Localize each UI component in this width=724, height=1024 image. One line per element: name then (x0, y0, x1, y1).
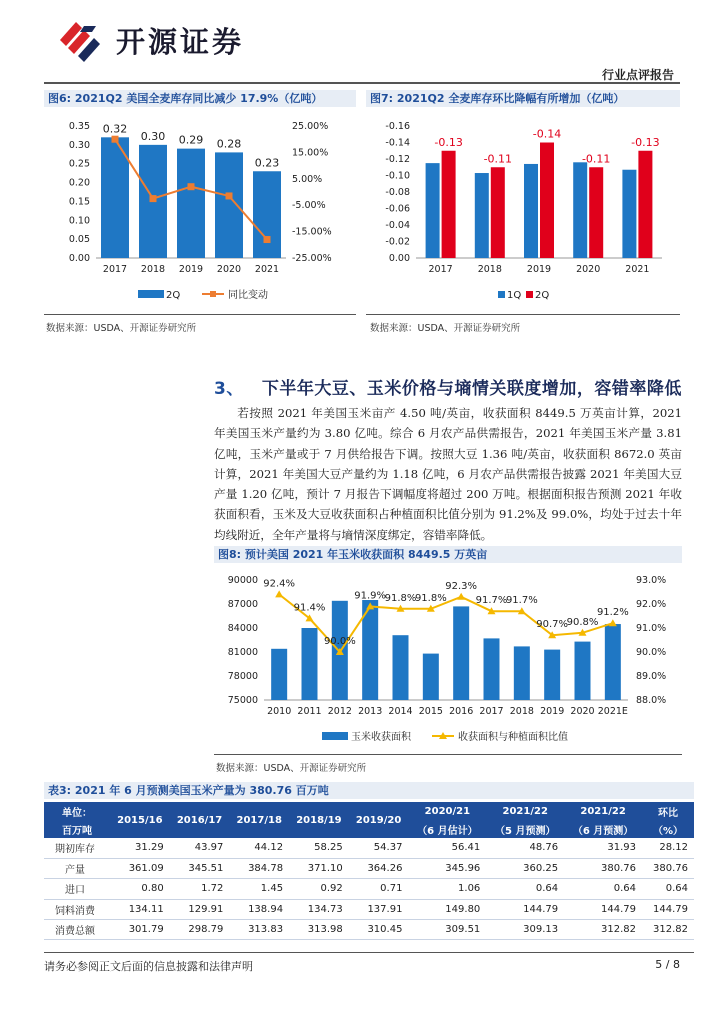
page-number: 5 / 8 (655, 958, 680, 971)
row-label: 产量 (44, 858, 110, 878)
bar (271, 649, 287, 700)
x-tick-label: 2019 (526, 264, 552, 275)
line-point (264, 236, 271, 243)
y-tick-label: 78000 (227, 671, 258, 682)
table-cell: 0.64 (564, 879, 642, 899)
x-tick-label: 2020 (576, 264, 601, 275)
table-row (44, 879, 694, 899)
table-cell: 361.09 (110, 858, 170, 878)
header-unit: 单位： (44, 802, 110, 820)
figure-6-title: 图6: 2021Q2 美国全麦库存同比减少 17.9%（亿吨） (44, 90, 356, 107)
y-tick-label: 0.00 (68, 253, 90, 264)
bar (544, 650, 560, 700)
x-tick-label: 2018 (140, 264, 166, 275)
header-col: 2020/21 (408, 802, 486, 820)
table-row (44, 858, 694, 878)
data-label: -0.13 (434, 135, 463, 149)
y2-tick-label: -25.00% (292, 253, 332, 264)
y2-tick-label: 25.00% (292, 121, 329, 132)
table-cell: 0.71 (349, 879, 409, 899)
bar-2q (540, 143, 554, 259)
y-tick-label: -0.10 (385, 170, 410, 182)
y-tick-label: 0.10 (68, 215, 90, 227)
legend-label: 同比变动 (228, 290, 268, 301)
section-paragraph: 若按照 2021 年美国玉米亩产 4.50 吨/英亩，收获面积 8449.5 万英亩计算，2021 年美国玉米产量约为 3.80 亿吨。综合 6 月农产品供需报告，2021 年美国玉米产量 3.81 亿吨，玉米产量或于 7 月供给报告下调。按照大豆 1.36 吨/英亩，收获面积 8672.0 英亩计算，2021 年美国大豆产量约为 1.18 亿吨，6 月农产品供需报告披露 2021 年美国大豆产量 1.20 亿吨，预计 7 月报告下调幅度将超过 200 万吨。根据面积报告预测 2021 年收获面积看，玉米及大豆收获面积占种植面积比值分别为 91.2%及 99.0%，均处于过去十年均线附近，全年产量将与墒情深度绑定，容错率降低。 (214, 406, 682, 542)
table-3 (44, 802, 694, 940)
figure-7-source: 数据来源：USDA、开源证券研究所 (370, 323, 521, 334)
data-label: 91.4% (293, 602, 326, 614)
table-cell: 360.25 (486, 858, 564, 878)
header-col: 2021/22 (486, 802, 564, 820)
bar (484, 638, 500, 700)
document-type: 行业点评报告 (601, 68, 674, 82)
table-cell: 56.41 (408, 838, 486, 858)
x-tick-label: 2010 (267, 706, 292, 717)
x-tick-label: 2019 (540, 706, 565, 717)
table-cell: 44.12 (229, 838, 289, 858)
footer-disclaimer: 请务必参阅正文后面的信息披露和法律声明 (44, 960, 253, 973)
figure-7-title: 图7: 2021Q2 全麦库存环比降幅有所增加（亿吨） (366, 90, 680, 107)
table-cell: 28.12 (642, 838, 694, 858)
x-tick-label: 2017 (102, 264, 128, 275)
x-tick-label: 2020 (216, 264, 242, 275)
table-cell: 313.98 (289, 920, 349, 940)
x-tick-label: 2017 (428, 264, 453, 275)
y2-tick-label: 88.0% (636, 695, 667, 706)
data-label: 91.8% (414, 592, 447, 604)
y-tick-label: -0.06 (385, 203, 410, 215)
footer-divider (44, 952, 694, 953)
table-cell: 43.97 (170, 838, 230, 858)
bar-2q (491, 167, 505, 258)
table-cell: 364.26 (349, 858, 409, 878)
data-label: 0.29 (178, 133, 204, 147)
row-label: 饲料消费 (44, 899, 110, 919)
legend-label: 1Q (507, 290, 522, 301)
row-label: 消费总额 (44, 920, 110, 940)
header-col: 2019/20 (349, 802, 409, 838)
legend-swatch-1q (498, 291, 505, 298)
legend-swatch-bar (138, 290, 164, 298)
table-cell: 345.96 (408, 858, 486, 878)
data-label: 0.28 (216, 137, 242, 151)
line-point (457, 593, 465, 600)
y2-tick-label: 92.0% (636, 599, 667, 610)
table-cell: 1.45 (229, 879, 289, 899)
data-label: -0.11 (483, 152, 513, 166)
data-label: 92.3% (445, 580, 478, 592)
data-label: 90.7% (536, 619, 569, 631)
table-cell: 301.79 (110, 920, 170, 940)
y2-tick-label: 5.00% (292, 173, 323, 185)
y2-tick-label: 15.00% (292, 147, 329, 159)
y-tick-label: 0.35 (68, 121, 90, 132)
table-row (44, 838, 694, 858)
bar (302, 628, 318, 700)
bar-2q (589, 167, 603, 258)
figure-6-source-rule (44, 314, 356, 315)
header-sub: （6 月预测） (564, 820, 642, 838)
y2-tick-label: -15.00% (292, 226, 332, 238)
table-cell: 0.64 (486, 879, 564, 899)
table-cell: 371.10 (289, 858, 349, 878)
x-tick-label: 2017 (479, 706, 504, 717)
x-tick-label: 2016 (449, 706, 474, 717)
y-tick-label: 0.30 (68, 139, 90, 151)
table-cell: 0.64 (642, 879, 694, 899)
data-label: 91.7% (475, 595, 508, 607)
table-cell: 312.82 (642, 920, 694, 940)
header-unit: 百万吨 (44, 820, 110, 838)
table-cell: 134.11 (110, 899, 170, 919)
table-cell: 1.72 (170, 879, 230, 899)
table-cell: 31.93 (564, 838, 642, 858)
bar-1q (573, 162, 587, 258)
line-point (226, 192, 233, 199)
table-cell: 138.94 (229, 899, 289, 919)
y-tick-label: -0.04 (385, 220, 410, 231)
data-label: -0.14 (532, 127, 562, 141)
table-cell: 129.91 (170, 899, 230, 919)
row-label: 进口 (44, 879, 110, 899)
data-label: 91.7% (505, 595, 538, 607)
table-header-row-1 (44, 802, 694, 820)
y-tick-label: 0.00 (388, 253, 410, 264)
table-3-title: 表3: 2021 年 6 月预测美国玉米产量为 380.76 百万吨 (44, 782, 694, 799)
figure-8-chart (214, 566, 684, 752)
legend-label: 玉米收获面积 (351, 732, 411, 743)
y-tick-label: 0.20 (68, 177, 90, 189)
line-point (275, 590, 283, 597)
figure-8-source-rule (214, 754, 682, 755)
header-divider (44, 82, 680, 84)
table-cell: 0.92 (289, 879, 349, 899)
y2-tick-label: -5.00% (292, 200, 326, 212)
bar-2q (442, 151, 456, 258)
table-row (44, 899, 694, 919)
bar-1q (524, 164, 538, 258)
x-tick-label: 2014 (388, 706, 413, 717)
line-point (150, 195, 157, 202)
table-cell: 0.80 (110, 879, 170, 899)
line-point (112, 136, 119, 143)
data-label: 90.0% (323, 636, 356, 647)
y2-tick-label: 93.0% (636, 575, 667, 586)
table-cell: 298.79 (170, 920, 230, 940)
table-cell: 384.78 (229, 858, 289, 878)
table-cell: 380.76 (642, 858, 694, 878)
bar (253, 171, 281, 258)
legend-swatch-bar (322, 732, 348, 740)
x-tick-label: 2021 (254, 264, 280, 275)
bar (575, 642, 591, 700)
y-tick-label: 81000 (227, 647, 258, 658)
y-tick-label: 75000 (227, 695, 258, 706)
table-cell: 54.37 (349, 838, 409, 858)
header-col: 环比 (642, 802, 694, 820)
y-tick-label: 0.25 (68, 158, 90, 170)
section-heading (214, 374, 682, 399)
x-tick-label: 2019 (178, 264, 204, 275)
table-row (44, 920, 694, 940)
header-col: 2018/19 (289, 802, 349, 838)
table-cell: 144.79 (642, 899, 694, 919)
x-tick-label: 2021E (597, 706, 628, 717)
header-col: 2017/18 (229, 802, 289, 838)
x-tick-label: 2015 (418, 706, 443, 717)
row-label: 期初库存 (44, 838, 110, 858)
figure-8-title: 图8: 预计美国 2021 年玉米收获面积 8449.5 万英亩 (214, 546, 682, 563)
header-sub: （%） (642, 820, 694, 838)
brand-name: 开源证券 (116, 24, 245, 59)
table-cell: 310.45 (349, 920, 409, 940)
x-tick-label: 2018 (477, 264, 502, 275)
x-tick-label: 2013 (358, 706, 383, 717)
header-sub: （5 月预测） (486, 820, 564, 838)
y-tick-label: -0.08 (385, 187, 410, 198)
bar-1q (622, 170, 636, 258)
y-tick-label: -0.16 (385, 121, 410, 132)
bar-1q (426, 163, 440, 258)
y-tick-label: -0.02 (385, 236, 410, 248)
y2-tick-label: 91.0% (636, 623, 667, 634)
figure-8-source: 数据来源：USDA、开源证券研究所 (216, 763, 367, 774)
bar (514, 646, 530, 700)
table-cell: 137.91 (349, 899, 409, 919)
data-label: -0.11 (581, 152, 611, 166)
x-tick-label: 2011 (297, 706, 322, 717)
data-label: 0.32 (102, 122, 128, 136)
y2-tick-label: 90.0% (636, 647, 667, 658)
brand-mark-icon (56, 18, 108, 62)
bar (177, 149, 205, 258)
y-tick-label: -0.12 (385, 154, 410, 165)
legend-swatch-2q (526, 291, 533, 298)
table-cell: 31.29 (110, 838, 170, 858)
y-tick-label: 84000 (227, 623, 258, 634)
line-point (188, 183, 195, 190)
bar (423, 654, 439, 700)
data-label: 91.8% (384, 592, 417, 604)
table-cell: 1.06 (408, 879, 486, 899)
data-label: -0.13 (631, 135, 660, 149)
data-label: 0.23 (254, 156, 280, 170)
x-tick-label: 2018 (509, 706, 534, 717)
section-number: 3、 (214, 379, 244, 399)
header-col: 2015/16 (110, 802, 170, 838)
legend-label: 收获面积与种植面积比值 (458, 732, 568, 743)
bar-1q (475, 173, 489, 258)
table-cell: 309.51 (408, 920, 486, 940)
figure-7-source-rule (366, 314, 680, 315)
table-cell: 144.79 (486, 899, 564, 919)
line-point (609, 619, 617, 626)
data-label: 91.2% (596, 607, 629, 619)
legend-label: 2Q (166, 290, 181, 301)
y-tick-label: -0.14 (385, 137, 410, 149)
table-cell: 380.76 (564, 858, 642, 878)
brand-logo (56, 18, 244, 62)
table-cell: 313.83 (229, 920, 289, 940)
bar (453, 606, 469, 700)
table-cell: 134.73 (289, 899, 349, 919)
bar (605, 624, 621, 700)
x-tick-label: 2012 (327, 706, 352, 717)
section-title-text: 下半年大豆、玉米价格与墒情关联度增加，容错率降低 (261, 379, 682, 399)
data-label: 91.9% (354, 590, 387, 602)
table-cell: 144.79 (564, 899, 642, 919)
y-tick-label: 87000 (227, 599, 258, 610)
data-label: 90.8% (566, 616, 599, 628)
header-col: 2021/22 (564, 802, 642, 820)
y-tick-label: 90000 (227, 575, 258, 586)
figure-6-source: 数据来源：USDA、开源证券研究所 (46, 323, 197, 334)
table-cell: 48.76 (486, 838, 564, 858)
table-cell: 309.13 (486, 920, 564, 940)
y-tick-label: 0.15 (68, 196, 90, 208)
bar (393, 635, 409, 700)
table-cell: 345.51 (170, 858, 230, 878)
figure-7-chart (366, 112, 682, 308)
y-tick-label: 0.05 (68, 234, 90, 246)
y2-tick-label: 89.0% (636, 671, 667, 682)
bar (215, 152, 243, 258)
table-cell: 58.25 (289, 838, 349, 858)
figure-6-chart (44, 112, 360, 308)
header-col: 2016/17 (170, 802, 230, 838)
data-label: 0.30 (140, 129, 166, 143)
x-tick-label: 2020 (570, 706, 595, 717)
table-cell: 149.80 (408, 899, 486, 919)
data-label: 92.4% (263, 578, 296, 590)
legend-swatch-marker (210, 291, 216, 297)
bar-2q (638, 151, 652, 258)
legend-label: 2Q (535, 290, 550, 301)
header-sub: （6 月估计） (408, 820, 486, 838)
x-tick-label: 2021 (625, 264, 650, 275)
table-cell: 312.82 (564, 920, 642, 940)
